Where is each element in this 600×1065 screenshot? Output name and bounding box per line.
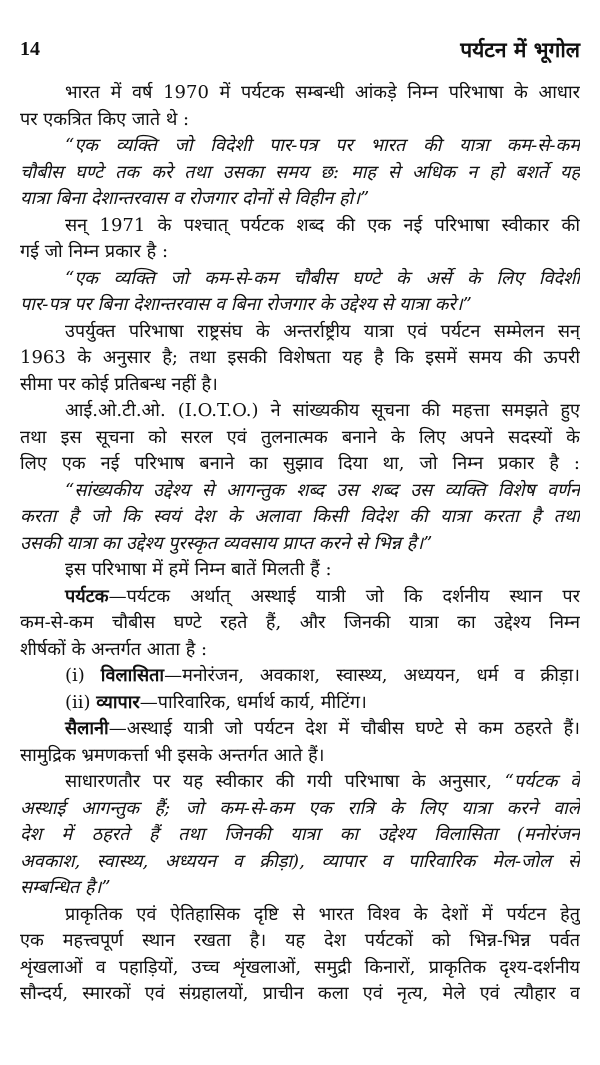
- text-line: [20, 160, 580, 187]
- text-run: (ii): [65, 691, 97, 713]
- text-line: [20, 266, 580, 293]
- text-run: आई.ओ.टी.ओ. (I.O.T.O.) ने सांख्यकीय सूचना की महत्ता समझते हुए: [65, 400, 580, 421]
- text-line: [20, 372, 580, 399]
- text-line: [20, 610, 580, 637]
- text-line: [20, 743, 580, 770]
- text-run: —अस्थाई यात्री जो पर्यटन देश में चौबीस घण्टे से कम ठहरते हैं।: [108, 718, 580, 739]
- text-run: लिए एक नई परिभाष बनाने का सुझाव दिया था, जो निम्न प्रकार है :: [20, 453, 580, 474]
- text-line: [20, 822, 580, 849]
- text-line: [20, 186, 580, 213]
- quoted-text: चौबीस घण्टे तक करे तथा उसका समय छ: माह से अधिक न हो बशर्ते यह: [20, 161, 580, 183]
- text-line: [20, 292, 580, 319]
- text-line: [20, 451, 580, 478]
- text-run: (i): [65, 665, 101, 686]
- text-run: गई जो निम्न प्रकार है :: [20, 241, 169, 262]
- text-run: शीर्षकों के अन्तर्गत आता है :: [20, 638, 208, 660]
- page-number: 14: [20, 38, 40, 60]
- text-run: —पारिवारिक, धर्मार्थ कार्य, मीटिंग।: [139, 691, 367, 713]
- text-line: [20, 213, 580, 240]
- text-run: सीमा पर कोई प्रतिबन्ध नहीं है।: [20, 373, 218, 395]
- text-line: [20, 398, 580, 425]
- text-line: [20, 531, 580, 558]
- quoted-text: “एक व्यक्ति जो कम-से-कम चौबीस घण्टे के अर्से के लिए विदेशी: [65, 267, 580, 289]
- text-run: सामुद्रिक भ्रमणकर्त्ता भी इसके अन्तर्गत आते हैं।: [20, 744, 325, 766]
- text-run: सन् 1971 के पश्चात् पर्यटक शब्द की एक नई परिभाषा स्वीकार की: [65, 214, 580, 236]
- quoted-text: यात्रा बिना देशान्तरवास व रोजगार दोनों से विहीन हो।”: [20, 188, 370, 209]
- body-text: [20, 80, 580, 1008]
- text-run: पर एकत्रित किए जाते थे :: [20, 108, 190, 130]
- text-line: [20, 133, 580, 160]
- quoted-text: करता है जो कि स्वयं देश के अलावा किसी विदेश की यात्रा करता है तथा: [20, 506, 580, 527]
- text-line: [20, 849, 580, 876]
- text-run: एक महत्त्वपूर्ण स्थान रखता है। यह देश पर्यटकों को भिन्न-भिन्न पर्वत: [20, 930, 580, 951]
- text-run: —मनोरंजन, अवकाश, स्वास्थ्य, अध्ययन, धर्म व क्रीड़ा।: [164, 665, 580, 686]
- text-line: [20, 557, 580, 584]
- quoted-text: अस्थाई आगन्तुक हैं; जो कम-से-कम एक रात्रि के लिए यात्रा करने वाले: [20, 797, 580, 819]
- quoted-text: देश में ठहरते हैं तथा जिनकी यात्रा का उद्देश्य विलासिता (मनोरंजन: [20, 824, 580, 845]
- quoted-text: “एक व्यक्ति जो विदेशी पार-पत्र पर भारत की यात्रा कम-से-कम: [65, 135, 580, 156]
- text-line: [20, 504, 580, 531]
- text-line: [20, 239, 580, 266]
- bold-term: सैलानी: [65, 718, 109, 739]
- text-line: [20, 663, 580, 690]
- text-run: प्राकृतिक एवं ऐतिहासिक दृष्टि से भारत विश्व के देशों में पर्यटन हेतु: [65, 903, 580, 925]
- text-run: 1963 के अनुसार है; तथा इसकी विशेषता यह है कि इसमें समय की ऊपरी: [20, 347, 580, 368]
- text-run: तथा इस सूचना को सरल एवं तुलनात्मक बनाने के लिए अपने सदस्यों के: [20, 426, 580, 448]
- text-run: शृंखलाओं व पहाड़ियों, उच्च शृंखलाओं, समुद्री किनारों, प्राकृतिक दृश्य-दर्शनीय: [20, 956, 580, 978]
- text-line: [20, 955, 580, 982]
- text-line: [20, 319, 580, 346]
- text-line: [20, 875, 580, 902]
- bold-term: पर्यटक: [65, 585, 109, 607]
- quoted-text: उसकी यात्रा का उद्देश्य पुरस्कृत व्यवसाय प्राप्त करने से भिन्न है।”: [20, 532, 433, 554]
- quoted-text: “सांख्यकीय उद्देश्य से आगन्तुक शब्द उस शब्द उस व्यक्ति विशेष वर्णन: [65, 479, 580, 501]
- text-run: भारत में वर्ष 1970 में पर्यटक सम्बन्धी आंकड़े निम्न परिभाषा के आधार: [65, 82, 580, 103]
- text-line: [20, 107, 580, 134]
- text-line: [20, 981, 580, 1008]
- text-run: इस परिभाषा में हमें निम्न बातें मिलती हैं :: [65, 559, 332, 580]
- text-run: साधारणतौर पर यह स्वीकार की गयी परिभाषा के अनुसार,: [65, 771, 505, 792]
- text-line: [20, 716, 580, 743]
- text-run: सौन्दर्य, स्मारकों एवं संग्रहालयों, प्राचीन कला एवं नृत्य, मेले एवं त्यौहार व: [20, 983, 580, 1004]
- bold-term: विलासिता: [100, 665, 165, 686]
- text-run: —पर्यटक अर्थात् अस्थाई यात्री जो कि दर्शनीय स्थान पर: [108, 585, 580, 607]
- text-line: [20, 425, 580, 452]
- text-line: [20, 769, 580, 796]
- text-line: [20, 637, 580, 664]
- text-line: [20, 690, 580, 717]
- text-line: [20, 80, 580, 107]
- text-line: [20, 345, 580, 372]
- quoted-text: सम्बन्धित है।”: [20, 877, 111, 898]
- quoted-text: अवकाश, स्वास्थ्य, अध्ययन व क्रीड़ा), व्यापार व पारिवारिक मेल-जोल से: [20, 850, 580, 872]
- text-line: [20, 796, 580, 823]
- quoted-text: “पर्यटक वे: [504, 771, 580, 792]
- text-line: [20, 928, 580, 955]
- bold-term: व्यापार: [96, 691, 140, 713]
- text-line: [20, 584, 580, 611]
- quoted-text: पार-पत्र पर बिना देशान्तरवास व बिना रोजगार के उद्देश्य से यात्रा करे।”: [20, 294, 472, 315]
- text-run: कम-से-कम चौबीस घण्टे रहते हैं, और जिनकी यात्रा का उद्देश्य निम्न: [20, 612, 580, 633]
- text-line: [20, 478, 580, 505]
- text-line: [20, 902, 580, 929]
- running-title: पर्यटन में भूगोल: [460, 37, 580, 62]
- text-run: उपर्युक्त परिभाषा राष्ट्रसंघ के अन्तर्राष्ट्रीय यात्रा एवं पर्यटन सम्मेलन सन्: [65, 320, 580, 342]
